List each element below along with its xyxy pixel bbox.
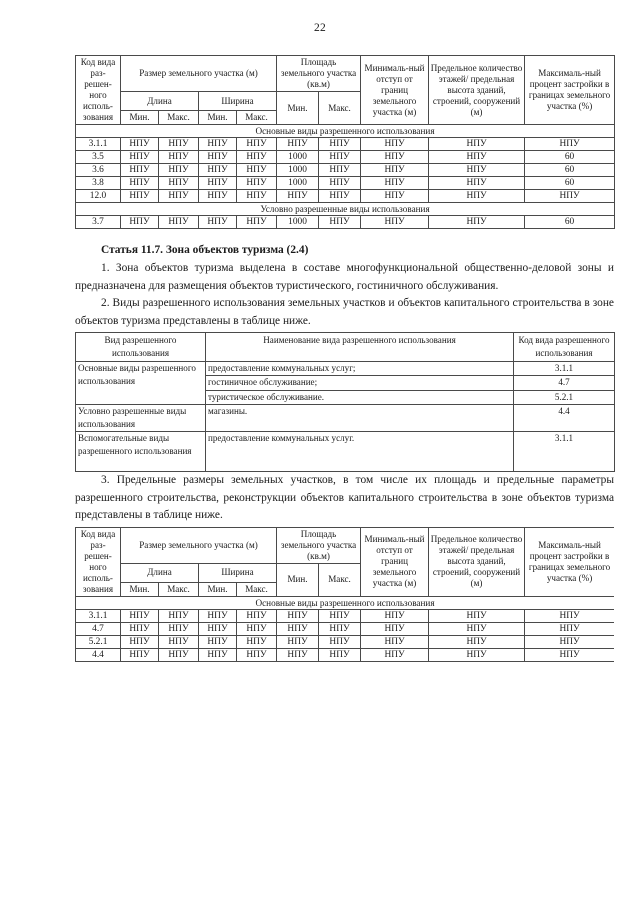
cell-code: 3.8 xyxy=(76,177,121,190)
cell-code: 3.7 xyxy=(76,216,121,229)
cell-width-min: НПУ xyxy=(199,216,237,229)
paragraph-1: 1. Зона объектов туризма выделена в составе многофункциональной общественно-деловой зоны и предназначена для размещения объектов туристического, гостиничного обслуживания. xyxy=(75,262,614,292)
header-area-min: Мин. xyxy=(277,563,319,596)
article-heading: Статья 11.7. Зона объектов туризма (2.4) xyxy=(101,244,309,256)
cell-setback: НПУ xyxy=(361,190,429,203)
cell-floors: НПУ xyxy=(429,190,525,203)
table-row xyxy=(76,404,615,431)
header-min-setback: Минималь-ный отступ от границ земельного участка (м) xyxy=(361,527,429,596)
section-row-main: Основные виды разрешенного использования xyxy=(76,596,615,609)
cell-code: 3.6 xyxy=(76,164,121,177)
cell-code: 3.1.1 xyxy=(76,138,121,151)
cell-setback: НПУ xyxy=(361,177,429,190)
table-row xyxy=(76,216,615,229)
cell-percent: 60 xyxy=(525,216,615,229)
cell-floors: НПУ xyxy=(429,216,525,229)
limits-table-3-body xyxy=(76,596,615,661)
header-length: Длина xyxy=(121,92,199,111)
page-number: 22 xyxy=(314,22,326,34)
cell-width-min: НПУ xyxy=(199,177,237,190)
cell-area-max: НПУ xyxy=(319,648,361,661)
cell-use-name: магазины. xyxy=(206,404,514,431)
cell-area-min: НПУ xyxy=(277,622,319,635)
cell-floors: НПУ xyxy=(429,609,525,622)
cell-use-name: туристическое обслуживание. xyxy=(206,390,514,404)
header-width: Ширина xyxy=(199,92,277,111)
cell-percent: 60 xyxy=(525,164,615,177)
cell-length-max: НПУ xyxy=(159,177,199,190)
header-max-floors: Предельное количество этажей/ предельная высота зданий, строений, сооружений (м) xyxy=(429,56,525,125)
cell-use-code: 3.1.1 xyxy=(514,362,615,376)
section-row-conditional: Условно разрешенные виды использования xyxy=(76,203,615,216)
permitted-use-table-body xyxy=(76,362,615,472)
cell-use-code: 4.4 xyxy=(514,404,615,431)
header-max-percent: Максималь-ный процент застройки в границах земельного участка (%) xyxy=(525,56,615,125)
cell-length-min: НПУ xyxy=(121,151,159,164)
header-min-setback: Минималь-ный отступ от границ земельного участка (м) xyxy=(361,56,429,125)
cell-floors: НПУ xyxy=(429,151,525,164)
limits-table-1-body xyxy=(76,125,615,229)
cell-setback: НПУ xyxy=(361,216,429,229)
cell-width-max: НПУ xyxy=(237,138,277,151)
cell-use-code: 3.1.1 xyxy=(514,432,615,472)
cell-percent: НПУ xyxy=(525,190,615,203)
header-max-floors: Предельное количество этажей/ предельная высота зданий, строений, сооружений (м) xyxy=(429,527,525,596)
cell-setback: НПУ xyxy=(361,138,429,151)
cell-area-min: 1000 xyxy=(277,216,319,229)
cell-code: 3.5 xyxy=(76,151,121,164)
header-area-max: Макс. xyxy=(319,563,361,596)
cell-use-code: 5.2.1 xyxy=(514,390,615,404)
paragraph-3: 3. Предельные размеры земельных участков, в том числе их площадь и предельные параметры разрешенного строительства, реконструкции объектов капитального строительства в зоне объектов туризма представлены в таблице ниже. xyxy=(75,474,614,522)
cell-width-min: НПУ xyxy=(199,151,237,164)
cell-width-max: НПУ xyxy=(237,190,277,203)
cell-area-min: НПУ xyxy=(277,609,319,622)
header-code: Код вида раз-решен-ного исполь-зования xyxy=(76,56,121,125)
header-area-max: Макс. xyxy=(319,92,361,125)
cell-setback: НПУ xyxy=(361,151,429,164)
cell-area-min: 1000 xyxy=(277,164,319,177)
header-code: Код вида раз-решен-ного исполь-зования xyxy=(76,527,121,596)
cell-percent: НПУ xyxy=(525,609,614,622)
cell-width-max: НПУ xyxy=(237,648,277,661)
header-kind-of-use: Вид разрешенного использования xyxy=(76,333,206,362)
table-row xyxy=(76,635,615,648)
cell-length-min: НПУ xyxy=(121,609,159,622)
cell-width-min: НПУ xyxy=(199,190,237,203)
cell-width-max: НПУ xyxy=(237,164,277,177)
table-row xyxy=(76,648,615,661)
cell-use-name: предоставление коммунальных услуг. xyxy=(206,432,514,472)
header-area-min: Мин. xyxy=(277,92,319,125)
cell-code: 5.2.1 xyxy=(76,635,121,648)
cell-length-max: НПУ xyxy=(159,190,199,203)
cell-width-max: НПУ xyxy=(237,177,277,190)
table-row xyxy=(76,432,615,472)
cell-width-max: НПУ xyxy=(237,609,277,622)
cell-area-max: НПУ xyxy=(319,138,361,151)
cell-floors: НПУ xyxy=(429,635,525,648)
cell-setback: НПУ xyxy=(361,164,429,177)
cell-percent: НПУ xyxy=(525,622,614,635)
cell-use-name: гостиничное обслуживание; xyxy=(206,376,514,390)
cell-area-min: НПУ xyxy=(277,138,319,151)
header-max-percent: Максималь-ный процент застройки в границах земельного участка (%) xyxy=(525,527,614,596)
cell-area-min: НПУ xyxy=(277,190,319,203)
cell-length-max: НПУ xyxy=(159,151,199,164)
cell-setback: НПУ xyxy=(361,635,429,648)
cell-area-max: НПУ xyxy=(319,177,361,190)
cell-width-min: НПУ xyxy=(199,635,237,648)
cell-area-max: НПУ xyxy=(319,216,361,229)
cell-length-min: НПУ xyxy=(121,216,159,229)
cell-length-min: НПУ xyxy=(121,622,159,635)
cell-length-max: НПУ xyxy=(159,164,199,177)
cell-area-min: НПУ xyxy=(277,648,319,661)
cell-length-max: НПУ xyxy=(159,622,199,635)
cell-length-max: НПУ xyxy=(159,635,199,648)
header-plot-size: Размер земельного участка (м) xyxy=(121,527,277,563)
table-row xyxy=(76,190,615,203)
header-width-min: Мин. xyxy=(199,582,237,596)
cell-length-min: НПУ xyxy=(121,177,159,190)
cell-percent: 60 xyxy=(525,177,615,190)
cell-code: 12.0 xyxy=(76,190,121,203)
cell-length-min: НПУ xyxy=(121,138,159,151)
cell-length-min: НПУ xyxy=(121,648,159,661)
cell-setback: НПУ xyxy=(361,609,429,622)
cell-width-max: НПУ xyxy=(237,622,277,635)
cell-length-max: НПУ xyxy=(159,648,199,661)
cell-percent: НПУ xyxy=(525,648,614,661)
cell-floors: НПУ xyxy=(429,164,525,177)
cell-percent: 60 xyxy=(525,151,615,164)
cell-width-min: НПУ xyxy=(199,138,237,151)
cell-percent: НПУ xyxy=(525,635,614,648)
header-plot-area: Площадь земельного участка (кв.м) xyxy=(277,527,361,563)
cell-area-max: НПУ xyxy=(319,635,361,648)
table-row xyxy=(76,164,615,177)
header-length-max: Макс. xyxy=(159,582,199,596)
cell-kind-group-auxiliary: Вспомогательные виды разрешенного использования xyxy=(76,432,206,472)
cell-area-max: НПУ xyxy=(319,609,361,622)
header-length: Длина xyxy=(121,563,199,582)
cell-length-max: НПУ xyxy=(159,216,199,229)
page-content xyxy=(75,55,614,662)
cell-length-min: НПУ xyxy=(121,164,159,177)
cell-setback: НПУ xyxy=(361,648,429,661)
cell-width-min: НПУ xyxy=(199,164,237,177)
header-width-max: Макс. xyxy=(237,582,277,596)
header-length-min: Мин. xyxy=(121,111,159,125)
permitted-use-table xyxy=(75,332,615,472)
cell-code: 4.4 xyxy=(76,648,121,661)
cell-use-name: предоставление коммунальных услуг; xyxy=(206,362,514,376)
header-length-min: Мин. xyxy=(121,582,159,596)
cell-length-min: НПУ xyxy=(121,190,159,203)
paragraph-2: 2. Виды разрешенного использования земельных участков и объектов капитального строительства в зоне объектов туризма представлены в таблице ниже. xyxy=(75,297,614,327)
cell-code: 4.7 xyxy=(76,622,121,635)
cell-floors: НПУ xyxy=(429,622,525,635)
header-width: Ширина xyxy=(199,563,277,582)
table-row xyxy=(76,622,615,635)
limits-table-3-clip xyxy=(75,527,614,662)
header-use-code: Код вида разрешенного использования xyxy=(514,333,615,362)
limits-table-1 xyxy=(75,55,615,229)
table-row xyxy=(76,362,615,376)
limits-table-3 xyxy=(75,527,614,662)
header-width-min: Мин. xyxy=(199,111,237,125)
cell-width-max: НПУ xyxy=(237,151,277,164)
header-width-max: Макс. xyxy=(237,111,277,125)
cell-width-min: НПУ xyxy=(199,609,237,622)
cell-percent: НПУ xyxy=(525,138,615,151)
cell-width-max: НПУ xyxy=(237,635,277,648)
cell-area-max: НПУ xyxy=(319,622,361,635)
cell-floors: НПУ xyxy=(429,648,525,661)
table-row xyxy=(76,177,615,190)
table-row xyxy=(76,151,615,164)
cell-floors: НПУ xyxy=(429,177,525,190)
cell-area-max: НПУ xyxy=(319,151,361,164)
cell-area-min: НПУ xyxy=(277,635,319,648)
table-row xyxy=(76,609,615,622)
cell-width-max: НПУ xyxy=(237,216,277,229)
table-row xyxy=(76,138,615,151)
cell-length-min: НПУ xyxy=(121,635,159,648)
cell-area-max: НПУ xyxy=(319,190,361,203)
cell-kind-group-main: Основные виды разрешенного использования xyxy=(76,362,206,405)
cell-code: 3.1.1 xyxy=(76,609,121,622)
header-use-name: Наименование вида разрешенного использования xyxy=(206,333,514,362)
header-plot-size: Размер земельного участка (м) xyxy=(121,56,277,92)
header-plot-area: Площадь земельного участка (кв.м) xyxy=(277,56,361,92)
section-row-main: Основные виды разрешенного использования xyxy=(76,125,615,138)
cell-setback: НПУ xyxy=(361,622,429,635)
cell-kind-group-conditional: Условно разрешенные виды использования xyxy=(76,404,206,431)
cell-area-min: 1000 xyxy=(277,151,319,164)
cell-area-min: 1000 xyxy=(277,177,319,190)
header-length-max: Макс. xyxy=(159,111,199,125)
cell-width-min: НПУ xyxy=(199,648,237,661)
cell-width-min: НПУ xyxy=(199,622,237,635)
cell-floors: НПУ xyxy=(429,138,525,151)
cell-use-code: 4.7 xyxy=(514,376,615,390)
cell-length-max: НПУ xyxy=(159,138,199,151)
cell-area-max: НПУ xyxy=(319,164,361,177)
cell-length-max: НПУ xyxy=(159,609,199,622)
